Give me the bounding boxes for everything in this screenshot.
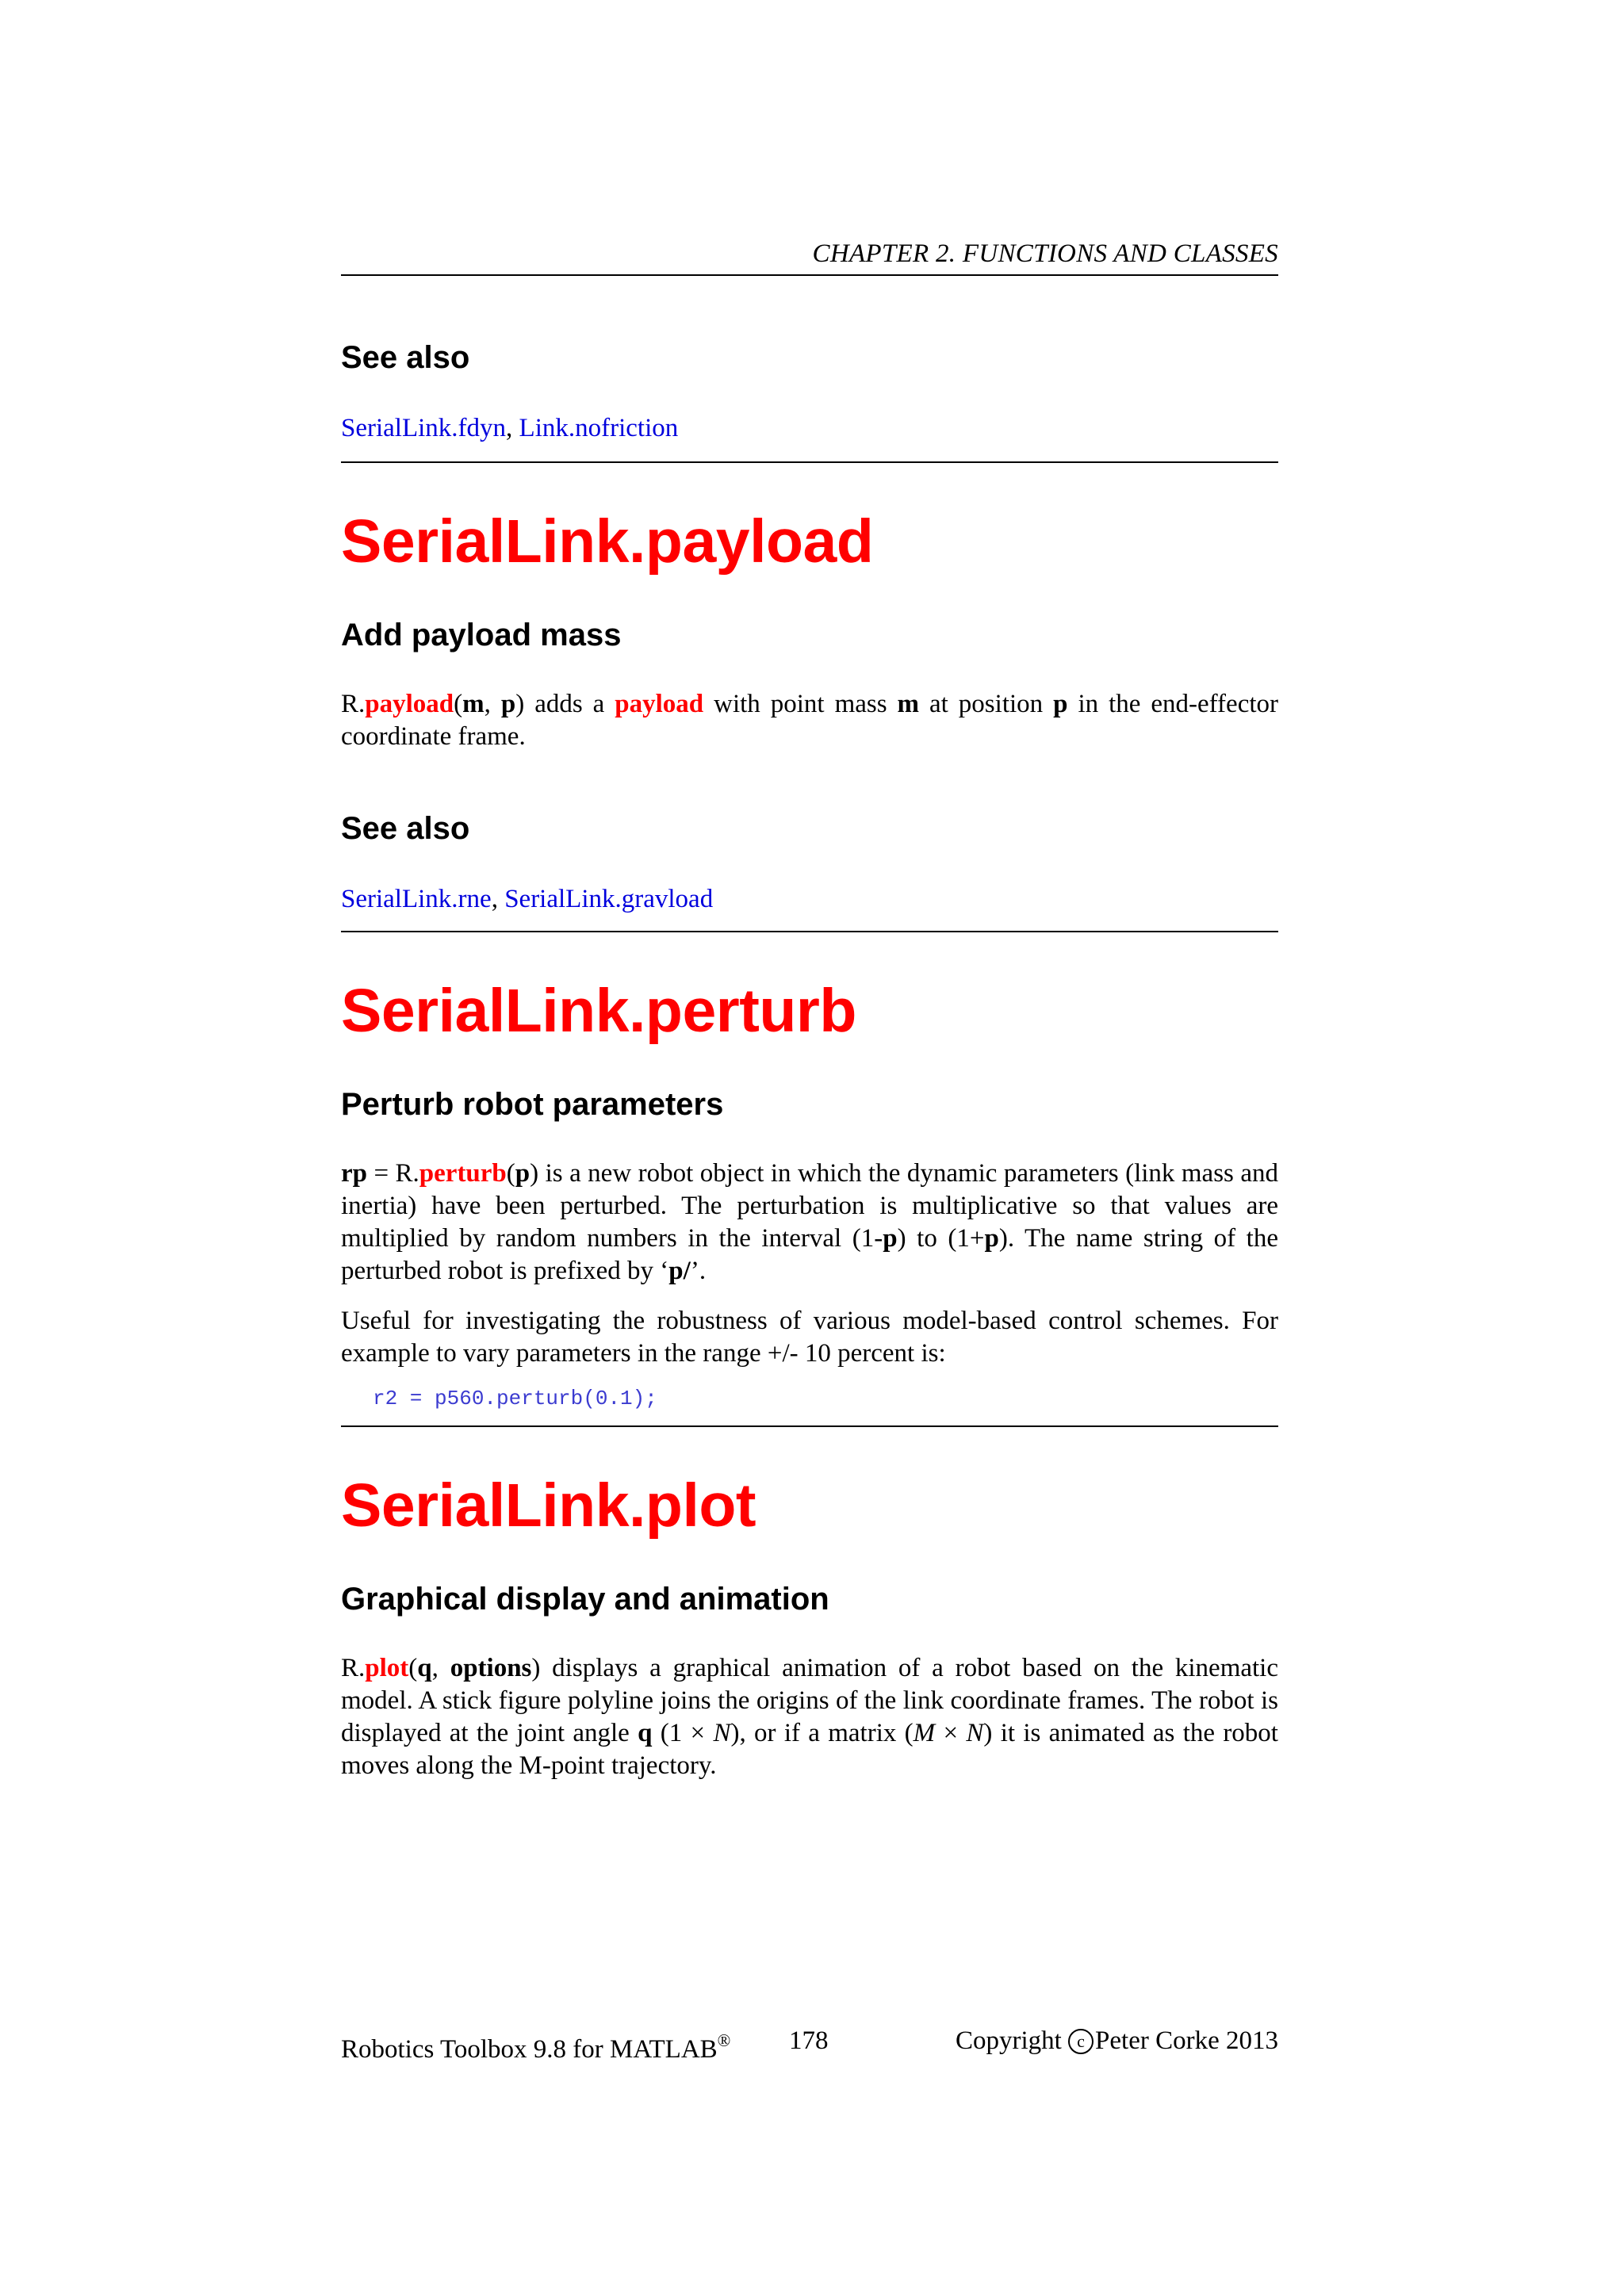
section-rule	[341, 461, 1278, 463]
text-run: (	[454, 690, 463, 718]
text-run: (1 ×	[652, 1719, 714, 1747]
footer-title-text: Robotics Toolbox 9.8 for MATLAB	[341, 2035, 718, 2064]
see-also-links	[341, 412, 678, 444]
param-q: q	[417, 1654, 432, 1682]
link-separator: ,	[491, 885, 505, 913]
text-run: ’.	[690, 1257, 707, 1285]
math-n: N	[966, 1719, 984, 1747]
text-run: ,	[484, 690, 501, 718]
param-p: p	[984, 1224, 999, 1253]
text-run: ) adds a	[515, 690, 615, 718]
param-q: q	[638, 1719, 653, 1747]
param-rp: rp	[341, 1159, 367, 1188]
copyright-text: Peter Corke 2013	[1095, 2026, 1278, 2055]
document-page	[341, 0, 1278, 2296]
math-n: N	[713, 1719, 731, 1747]
section-rule	[341, 1425, 1278, 1427]
link-link-nofriction[interactable]: Link.nofriction	[519, 414, 679, 442]
text-run: ) is a new robot object in which the dynamic parameters (link mass and inertia) have been perturbed. The perturbation is multiplicative so that values are multiplied by random numbers in the interval (1-	[341, 1159, 1278, 1253]
footer-copyright	[956, 2023, 1278, 2058]
param-m: m	[897, 690, 920, 718]
text-run: R.	[341, 690, 366, 718]
text-run: ) to (1+	[897, 1224, 985, 1253]
see-also-heading: See also	[341, 811, 470, 846]
perturb-usage: Useful for investigating the robustness of various model-based control schemes. For example to vary parameters in the range +/- 10 percent is:	[341, 1307, 1278, 1368]
param-options: options	[450, 1654, 532, 1682]
keyword-plot: plot	[365, 1654, 409, 1682]
section-subtitle-plot: Graphical display and animation	[341, 1582, 829, 1617]
param-p: p	[883, 1224, 898, 1253]
footer-title	[341, 2023, 730, 2067]
section-title-perturb: SerialLink.perturb	[341, 977, 856, 1045]
keyword-payload: payload	[615, 690, 704, 718]
code-example: r2 = p560.perturb(0.1);	[373, 1387, 657, 1410]
page-number: 178	[789, 2026, 829, 2055]
text-run: ,	[431, 1654, 450, 1682]
text-run: at position	[919, 690, 1054, 718]
copyright-prefix: Copyright	[955, 2026, 1069, 2055]
payload-description	[341, 688, 1278, 753]
param-m: m	[462, 690, 485, 718]
section-title-payload: SerialLink.payload	[341, 507, 874, 576]
text-run: (	[506, 1159, 515, 1188]
section-title-plot: SerialLink.plot	[341, 1471, 756, 1540]
param-p: p	[515, 1159, 530, 1188]
section-subtitle-payload: Add payload mass	[341, 618, 622, 652]
link-separator: ,	[506, 414, 519, 442]
math-m: M	[913, 1719, 936, 1747]
see-also-links	[341, 883, 713, 915]
param-p: p	[500, 690, 516, 718]
copyright-icon: c	[1068, 2029, 1094, 2054]
link-seriallink-rne[interactable]: SerialLink.rne	[341, 885, 492, 913]
text-run: ). The name string of the perturbed robot is prefixed by ‘	[341, 1224, 1278, 1285]
text-run: with point mass	[703, 690, 898, 718]
perturb-description	[341, 1158, 1278, 1288]
text-run: ), or if a matrix (	[730, 1719, 914, 1747]
header-rule	[341, 274, 1278, 276]
section-subtitle-perturb: Perturb robot parameters	[341, 1087, 724, 1122]
text-run: ) displays a graphical animation of a robot based on the kinematic model. A stick figure polyline joins the origins of the link coordinate frames. The robot is displayed at the joint angle	[341, 1654, 1279, 1747]
link-seriallink-gravload[interactable]: SerialLink.gravload	[504, 885, 714, 913]
page-footer	[341, 2023, 1278, 2064]
text-run: = R.	[367, 1159, 419, 1188]
link-seriallink-fdyn[interactable]: SerialLink.fdyn	[341, 414, 507, 442]
text-run: ) it is animated as the robot moves along the M-point trajectory.	[341, 1719, 1278, 1780]
param-p: p	[1053, 690, 1068, 718]
keyword-perturb: perturb	[419, 1159, 507, 1188]
see-also-heading: See also	[341, 340, 470, 375]
param-p-prefix: p/	[668, 1257, 691, 1285]
keyword-payload: payload	[365, 690, 454, 718]
plot-description	[341, 1652, 1278, 1782]
text-run: R.	[341, 1654, 366, 1682]
running-header: CHAPTER 2. FUNCTIONS AND CLASSES	[812, 239, 1278, 268]
registered-mark: ®	[717, 2030, 731, 2050]
text-run: in the end-effector coordinate frame.	[341, 690, 1278, 751]
text-run: (	[408, 1654, 418, 1682]
text-run: ×	[935, 1719, 967, 1747]
section-rule	[341, 931, 1278, 932]
